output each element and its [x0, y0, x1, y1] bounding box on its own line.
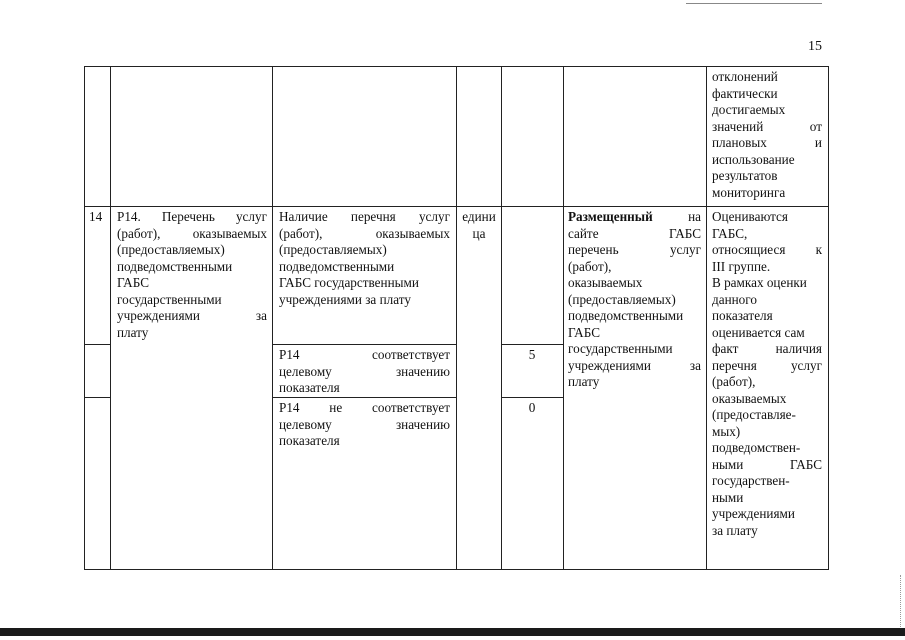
header-rule	[686, 3, 822, 4]
unit-of-measure: едини ца	[462, 209, 496, 241]
score-not-meets: 0	[528, 400, 536, 415]
indicator-name: Р14. Перечень услуг (работ), оказываемых (предоставляемых) подведомственными ГАБС государственными учреждениями за плату	[117, 209, 267, 340]
scan-bottom-edge	[0, 628, 905, 636]
target-value: Размещенный на сайте ГАБС перечень услуг (работ), оказываемых (предоставляемых) подведомственными ГАБС государственными учреждениями за плату	[568, 209, 701, 389]
criterion-not-meets-target: Р14 не соответствует целевому значению показателя	[279, 400, 450, 448]
score-meets: 5	[528, 347, 536, 362]
comment: Оцениваются ГАБС, относящиеся к III группе. В рамках оценки данного показателя оценивается сам факт наличия перечня услуг (работ), оказываемых (предоставляе- мых) подведомствен- ными ГАБС государствен- ными учреждениями за плату	[712, 209, 822, 538]
continuation-note: отклонений фактически достигаемых значений от плановых и использование результатов мониторинга	[712, 69, 822, 200]
scan-edge-marks	[900, 575, 903, 635]
page-number: 15	[808, 39, 822, 54]
criterion-meets-target: Р14 соответствует целевому значению показателя	[279, 347, 450, 395]
criterion-presence: Наличие перечня услуг (работ), оказываемых (предоставляемых) подведомственными ГАБС государственными учреждениями за плату	[279, 209, 450, 307]
row-number: 14	[89, 209, 103, 224]
